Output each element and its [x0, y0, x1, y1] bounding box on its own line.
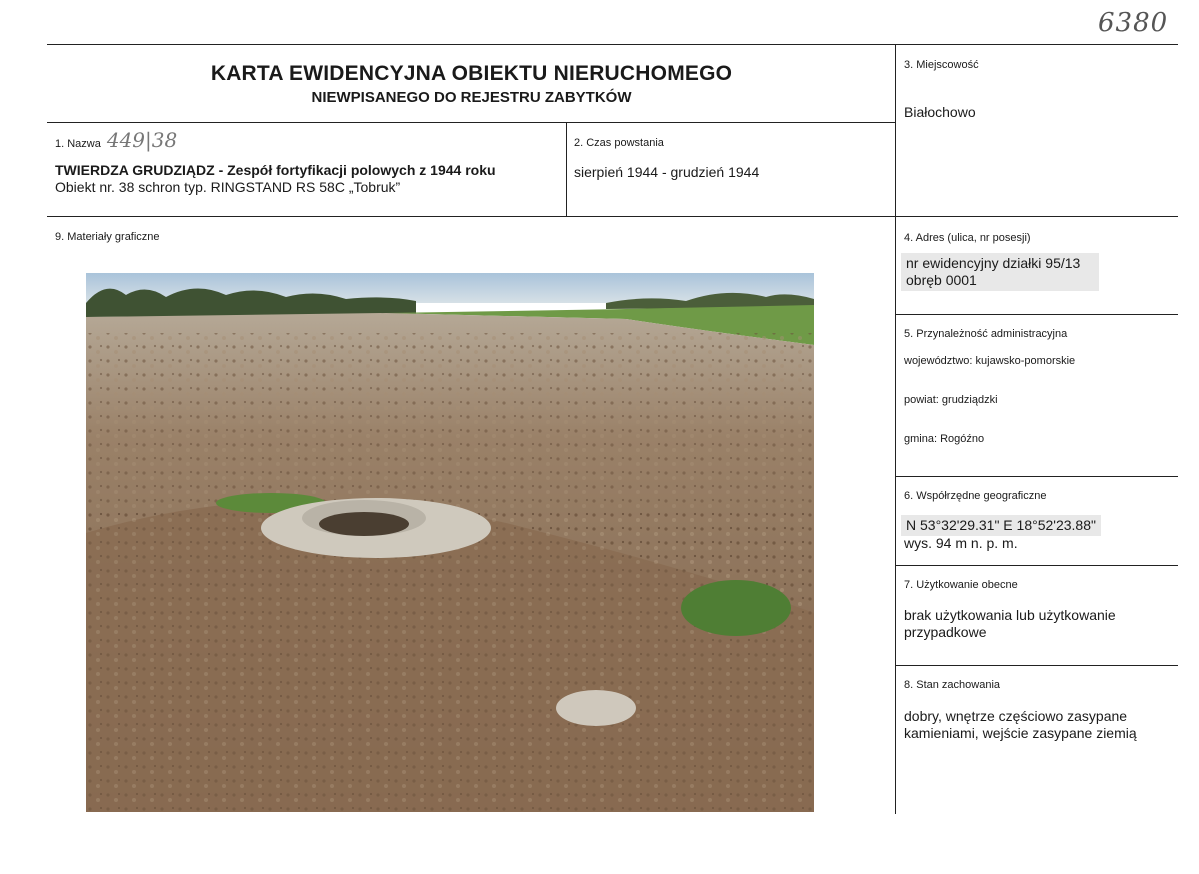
height-value: wys. 94 m n. p. m. — [904, 535, 1018, 551]
czas-section — [574, 137, 889, 181]
adres-line-2: obręb 0001 — [906, 272, 977, 288]
miejscowosc-label: 3. Miejscowość — [904, 59, 979, 71]
adres-label: 4. Adres (ulica, nr posesji) — [904, 232, 1031, 244]
czas-value: sierpień 1944 - grudzień 1944 — [574, 164, 760, 180]
adres-value — [901, 253, 1099, 291]
stan-line-1: dobry, wnętrze częściowo zasypane — [904, 708, 1128, 724]
field-bunker-photo-image — [86, 273, 814, 812]
main-column-divider — [895, 44, 896, 814]
przynaleznosc-section — [904, 328, 1174, 445]
stan-label: 8. Stan zachowania — [904, 679, 1001, 691]
wspolrzedne-label: 6. Współrzędne geograficzne — [904, 490, 1047, 502]
nazwa-czas-divider — [566, 122, 567, 216]
uzytkowanie-section — [904, 579, 1174, 641]
card-title-main: KARTA EWIDENCYJNA OBIEKTU NIERUCHOMEGO — [210, 62, 733, 85]
gmina-value: gmina: Rogóźno — [904, 433, 985, 445]
wojewodztwo-value: województwo: kujawsko-pomorskie — [904, 355, 1076, 367]
wspolrzedne-section — [904, 490, 1174, 552]
adres-section — [904, 232, 1174, 291]
right-divider-7 — [895, 565, 1178, 566]
nazwa-handwritten-number: 449|38 — [106, 128, 178, 152]
field-bunker-photo — [86, 273, 814, 812]
top-border — [47, 44, 1178, 45]
coordinates-value: N 53°32'29.31" E 18°52'23.88" — [901, 515, 1101, 536]
archive-number: 6380 — [1098, 8, 1169, 38]
right-divider-8 — [895, 665, 1178, 666]
przynaleznosc-label: 5. Przynależność administracyjna — [904, 328, 1068, 340]
powiat-value: powiat: grudziądzki — [904, 394, 998, 406]
header-divider — [47, 122, 896, 123]
right-divider-6 — [895, 476, 1178, 477]
uzytkowanie-label: 7. Użytkowanie obecne — [904, 579, 1018, 591]
adres-line-1: nr ewidencyjny działki 95/13 — [906, 255, 1081, 271]
miejscowosc-value: Białochowo — [904, 104, 976, 120]
nazwa-title: TWIERDZA GRUDZIĄDZ - Zespół fortyfikacji polowych z 1944 roku — [55, 162, 496, 178]
nazwa-subtitle: Obiekt nr. 38 schron typ. RINGSTAND RS 58C „Tobruk” — [55, 179, 401, 195]
uzytkowanie-line-2: przypadkowe — [904, 624, 987, 640]
uzytkowanie-line-1: brak użytkowania lub użytkowanie — [904, 607, 1116, 623]
materialy-label: 9. Materiały graficzne — [55, 231, 160, 243]
nazwa-section — [55, 128, 560, 195]
card-title-sub: NIEWPISANEGO DO REJESTRU ZABYTKÓW — [311, 89, 632, 106]
right-divider-5 — [895, 314, 1178, 315]
nazwa-label: 1. Nazwa — [55, 138, 101, 150]
miejscowosc-section — [904, 59, 1174, 121]
czas-label: 2. Czas powstania — [574, 137, 664, 149]
card-title — [47, 62, 896, 106]
nazwa-divider — [47, 216, 1178, 217]
stan-line-2: kamieniami, wejście zasypane ziemią — [904, 725, 1137, 741]
stan-section — [904, 679, 1174, 742]
